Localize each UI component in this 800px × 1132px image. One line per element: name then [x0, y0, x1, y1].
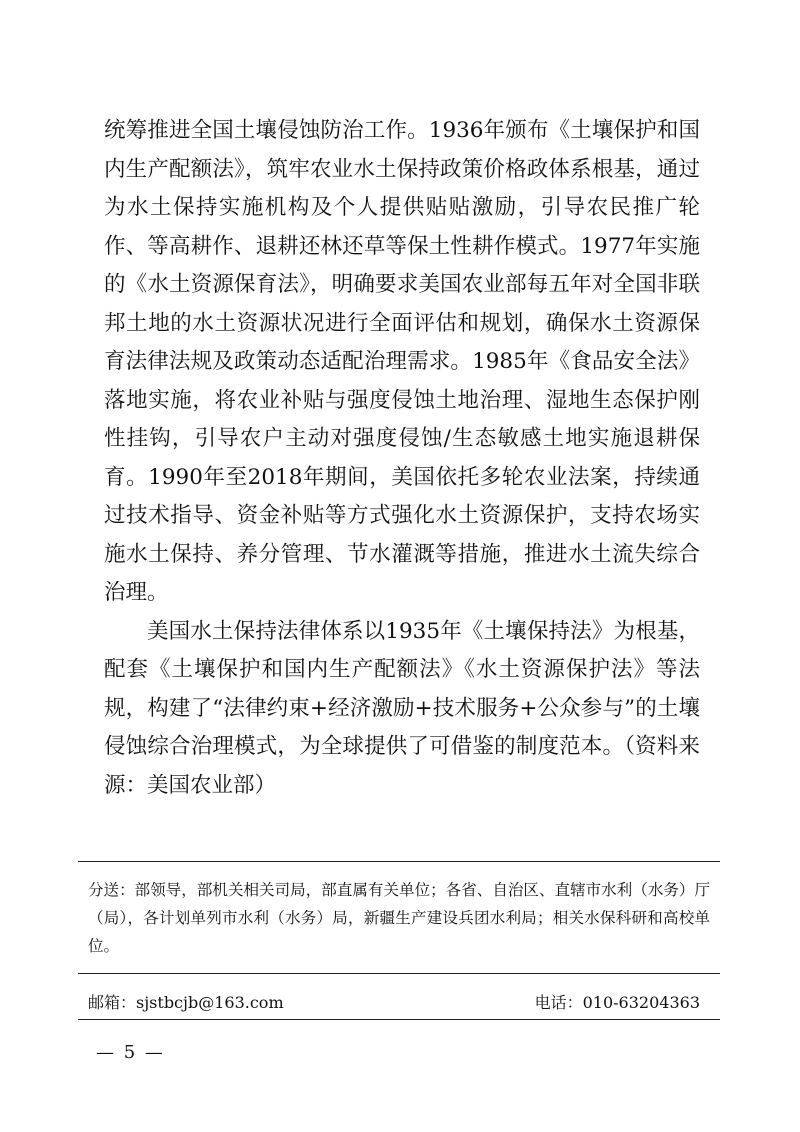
- contact-line: [88, 990, 700, 1014]
- phone-text: 电话：010-63204363: [534, 993, 700, 1012]
- email-text: 邮箱：sjstbcjb@163.com: [88, 993, 284, 1012]
- paragraph-2: 美国水土保持法律体系以1935年《土壤保持法》为根基，配套《土壤保护和国内生产配额法》《水土资源保护法》等法规，构建了“法律约束+经济激励+技术服务+公众参与”的土壤侵蚀综合治理模式，为全球提供了可借鉴的制度范本。（资料来源：美国农业部）: [104, 618, 700, 798]
- distribution-bottom-rule: [78, 973, 720, 974]
- body-text: [104, 112, 700, 805]
- contact-bottom-rule: [78, 1019, 720, 1020]
- distribution-top-rule: [78, 861, 720, 862]
- paragraph-1: 统筹推进全国土壤侵蚀防治工作。1936年颁布《土壤保护和国内生产配额法》，筑牢农业水土保持政策价格政体系根基，通过为水土保持实施机构及个人提供贴贴激励，引导农民推广轮作、等高耕作、退耕还林还草等保土性耕作模式。1977年实施的《水土资源保育法》，明确要求美国农业部每五年对全国非联邦土地的水土资源状况进行全面评估和规划，确保水土资源保育法律法规及政策动态适配治理需求。1985年《食品安全法》落地实施，将农业补贴与强度侵蚀土地治理、湿地生态保护刚性挂钩，引导农户主动对强度侵蚀/生态敏感土地实施退耕保育。1990年至2018年期间，美国依托多轮农业法案，持续通过技术指导、资金补贴等方式强化水土资源保护，支持农场实施水土保持、养分管理、节水灌溉等措施，推进水土流失综合治理。: [104, 118, 700, 605]
- page-number: — 5 —: [96, 1042, 165, 1063]
- distribution-list: 分送：部领导，部机关相关司局，部直属有关单位；各省、自治区、直辖市水利（水务）厅（局），各计划单列市水利（水务）局，新疆生产建设兵团水利局；相关水保科研和高校单位。: [88, 881, 710, 955]
